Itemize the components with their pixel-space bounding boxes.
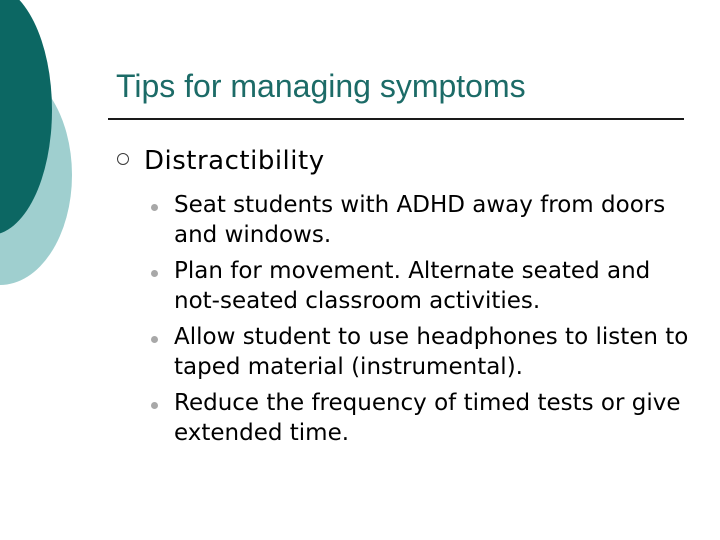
tips-list	[150, 190, 690, 454]
list-item	[150, 322, 690, 382]
slide-title: Tips for managing symptoms	[116, 68, 526, 104]
list-item-text: Reduce the frequency of timed tests or give extended time.	[174, 390, 681, 446]
bullet-dot-icon	[151, 402, 158, 409]
title-divider	[108, 118, 684, 120]
bullet-dot-icon	[151, 204, 158, 211]
section-heading: Distractibility	[144, 146, 325, 176]
hollow-bullet-icon	[117, 153, 129, 165]
list-item	[150, 256, 690, 316]
list-item	[150, 388, 690, 448]
bullet-dot-icon	[151, 336, 158, 343]
decorative-circles	[0, 0, 80, 300]
list-item	[150, 190, 690, 250]
bullet-dot-icon	[151, 270, 158, 277]
list-item-text: Allow student to use headphones to listen to taped material (instrumental).	[174, 324, 689, 380]
list-item-text: Seat students with ADHD away from doors and windows.	[174, 192, 666, 248]
list-item-text: Plan for movement. Alternate seated and not-seated classroom activities.	[174, 258, 651, 314]
